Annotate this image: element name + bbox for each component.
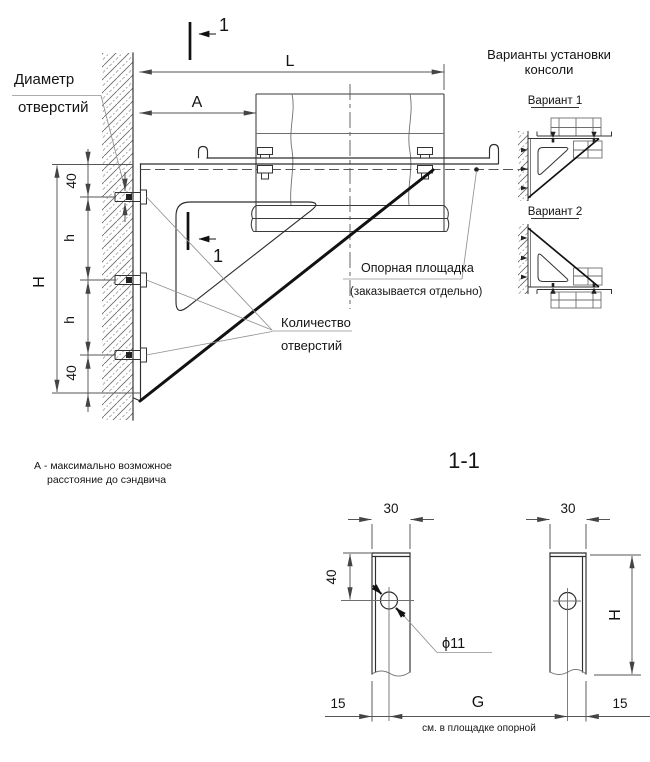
- section-g-note: см. в площадке опорной: [422, 723, 536, 734]
- platform-right-hem: [490, 145, 499, 164]
- section-hole-label: ϕ11: [442, 636, 466, 652]
- dim-40-top-label: 40: [63, 173, 79, 189]
- section-dim-H: [590, 555, 641, 675]
- section-left-bar: [341, 553, 414, 721]
- diameter-label-line2: отверстий: [18, 99, 89, 116]
- section-dim-H-label: Н: [607, 609, 624, 621]
- dim-A: [140, 94, 257, 113]
- support-platform-bar: [141, 145, 499, 165]
- platform-label-line2: (заказывается отдельно): [350, 286, 483, 298]
- section-dim-30-right: [526, 501, 610, 549]
- count-label-line1: Количество: [281, 315, 351, 330]
- dim-h-upper-label: h: [61, 234, 77, 242]
- count-label-line2: отверстий: [281, 338, 343, 353]
- variant2-label: Вариант 2: [527, 206, 583, 218]
- variant1-label: Вариант 1: [527, 95, 583, 107]
- section-dim-G-label: G: [471, 694, 485, 711]
- platform-label-line1: Опорная площадка: [361, 261, 474, 275]
- variant1-bracket-cutout: [538, 148, 568, 175]
- section-dim-30-label: 30: [560, 501, 576, 516]
- variants-panel: [487, 47, 612, 308]
- wall: [102, 53, 133, 420]
- variant1-thumbnail: [518, 118, 612, 201]
- wall-hatch: [102, 53, 133, 420]
- section-cut-marker-top: [190, 15, 229, 60]
- variant2-thumbnail: [518, 224, 612, 308]
- dim-40-bottom-label: 40: [63, 365, 79, 381]
- section-right-bar: [550, 553, 586, 721]
- note-line1: А - максимально возможное: [34, 460, 172, 472]
- section-bottom-chain: [325, 681, 650, 734]
- pipe-seam-line: [291, 94, 294, 205]
- variants-heading-line2: консоли: [524, 62, 574, 77]
- mounting-plate: [134, 164, 141, 401]
- note-line2: расстояние до сэндвича: [47, 474, 167, 486]
- dim-A-label: А: [191, 94, 203, 111]
- platform-bolt-right: [418, 148, 433, 180]
- section-cut-marker-inner: [188, 212, 223, 266]
- section-dim-15-left-label: 15: [330, 696, 346, 711]
- dim-h-lower-label: h: [61, 316, 77, 324]
- section-view: [324, 448, 650, 734]
- section-dim-15-right-label: 15: [612, 696, 628, 711]
- sandwich-pipe: [251, 84, 448, 309]
- section-title: 1-1: [448, 448, 480, 473]
- dim-L-label: L: [285, 53, 295, 70]
- dim-L: [140, 53, 445, 90]
- break-line: [372, 671, 410, 676]
- section-marker-label: 1: [219, 15, 230, 35]
- note-A-distance: [34, 460, 172, 486]
- dim-H-label: Н: [31, 276, 48, 288]
- hole-count-callout: [147, 197, 353, 355]
- break-line: [550, 669, 586, 674]
- section-dim-40: [324, 553, 371, 600]
- section-dim-30-left: [348, 501, 434, 549]
- section-dim-40-label: 40: [324, 569, 339, 585]
- section-dim-30-label: 30: [383, 501, 399, 516]
- platform-bolt-left: [258, 148, 273, 180]
- variants-heading-line1: Варианты установки: [487, 47, 611, 62]
- platform-left-hem: [199, 147, 208, 159]
- diameter-label-line1: Диаметр: [14, 71, 75, 88]
- section-marker-label: 1: [213, 246, 224, 266]
